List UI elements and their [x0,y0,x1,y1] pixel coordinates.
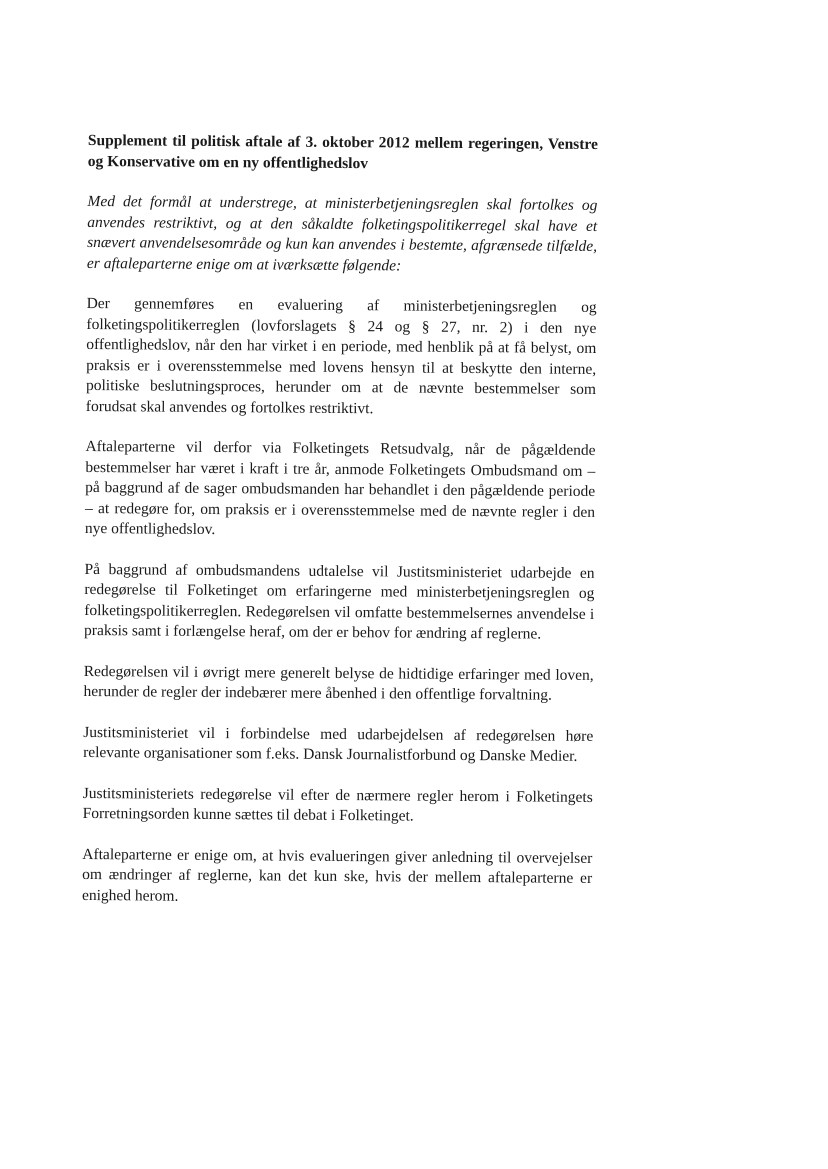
intro-paragraph: Med det formål at understrege, at ministerbetjeningsreglen skal fortolkes og anvendes restriktivt, og at den såkaldte folketingspolitikerregel skal have et snævert anvendelsesområde og kun kan anvendes i bestemte, afgrænsede tilfælde, er aftaleparterne enige om at iværksætte følgende: [86,192,598,274]
paragraph-agreement-consensus: Aftaleparterne er enige om, at hvis evalueringen giver anledning til overvejelser om ændringer af reglerne, kan det kun ske, hvis der mellem aftaleparterne er enighed herom. [81,845,593,905]
document-title: Supplement til politisk aftale af 3. oktober 2012 mellem regeringen, Venstre og Konservative om en ny offentlighedslov [87,131,598,173]
paragraph-consultation: Justitsministeriet vil i forbindelse med udarbejdelsen af redegørelsen høre relevante organisationer som f.eks. Dansk Journalistforbund og Danske Medier. [83,723,594,765]
paragraph-debate: Justitsministeriets redegørelse vil efter de nærmere regler herom i Folketingets Forretningsorden kunne sættes til debat i Folketinget. [82,784,593,825]
document-body [82,130,598,930]
paragraph-general-experiences: Redegørelsen vil i øvrigt mere generelt belyse de hidtidige erfaringer med loven, herunder de regler der indebærer mere åbenhed i den offentlige forvaltning. [83,662,594,704]
paragraph-ombudsman-request: Aftaleparterne vil derfor via Folketingets Retsudvalg, når de pågældende bestemmelser har været i kraft i tre år, anmode Folketingets Ombudsmand om – på baggrund af de sager ombudsmanden har behandlet i den pågældende periode – at redegøre for, om praksis er i overensstemmelse med de nævnte regler i den nye offentlighedslov. [84,437,596,539]
paragraph-evaluation: Der gennemføres en evaluering af ministerbetjeningsreglen og folketingspolitikerreglen (lovforslagets § 24 og § 27, nr. 2) i den nye offentlighedslov, når den har virket i en periode, med henblik på at få belyst, om praksis er i overensstemmelse med lovens hensyn til at beskytte den interne, politiske beslutningsproces, herunder om at de nævnte bestemmelser som forudsat skal anvendes og fortolkes restriktivt. [85,294,597,417]
paragraph-ministry-report: På baggrund af ombudsmandens udtalelse vil Justitsministeriet udarbejde en redegørelse til Folketinget om erfaringerne med ministerbetjeningsreglen og folketingspolitikerreglen. Redegørelsen vil omfatte bestemmelsernes anvendelse i praksis samt i forlængelse heraf, om der er behov for ændring af reglerne. [84,560,595,643]
